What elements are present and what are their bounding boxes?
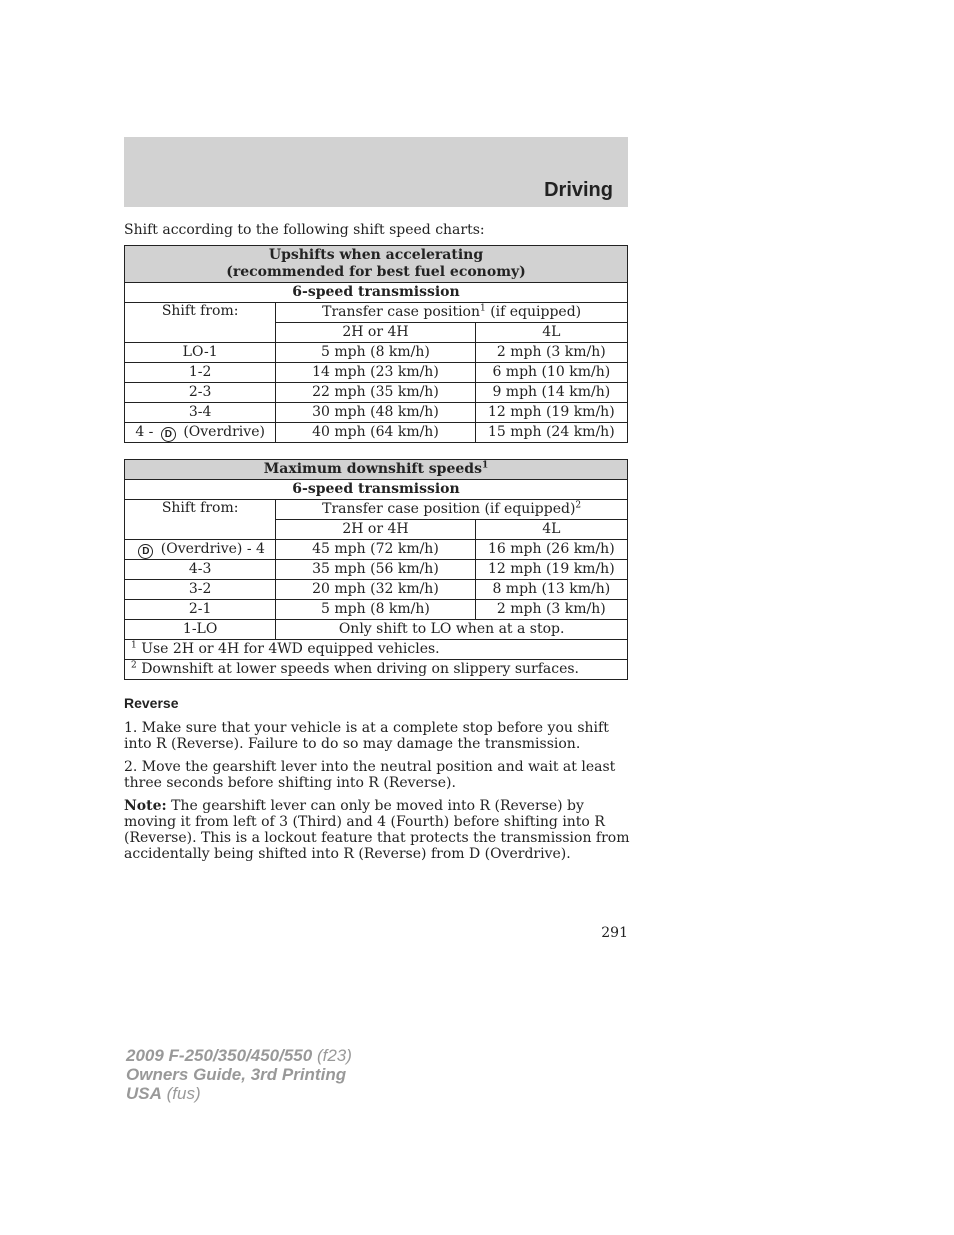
downshift-table-title: Maximum downshift speeds$^1$	[125, 460, 628, 480]
overdrive-d-icon: D	[161, 427, 176, 442]
shift-from-header: Shift from:	[125, 500, 276, 540]
col-2h-4h: 2H or 4H	[276, 323, 475, 343]
reverse-heading: Reverse	[124, 695, 179, 711]
table-row: 3-4 30 mph (48 km/h) 12 mph (19 km/h)	[125, 403, 628, 423]
section-title: Driving	[544, 179, 613, 201]
upshift-table-title: Upshifts when accelerating (recommended for best fuel economy)	[125, 246, 628, 283]
transfer-case-header: Transfer case position$^1$ (if equipped)	[276, 303, 628, 323]
table-row: 4-3 35 mph (56 km/h) 12 mph (19 km/h)	[125, 560, 628, 580]
downshift-subtitle: 6-speed transmission	[125, 480, 628, 500]
downshift-table	[124, 459, 628, 680]
header-band	[124, 137, 628, 207]
col-4l: 4L	[475, 323, 627, 343]
transfer-case-header: Transfer case position (if equipped)$^2$	[276, 500, 628, 520]
table-row-lo: 1-LO Only shift to LO when at a stop.	[125, 620, 628, 640]
footnote: $^1$ Use 2H or 4H for 4WD equipped vehicles.	[125, 640, 628, 660]
table-row: 2-3 22 mph (35 km/h) 9 mph (14 km/h)	[125, 383, 628, 403]
table-row: LO-1 5 mph (8 km/h) 2 mph (3 km/h)	[125, 343, 628, 363]
table-row: 3-2 20 mph (32 km/h) 8 mph (13 km/h)	[125, 580, 628, 600]
overdrive-d-icon: D	[138, 544, 153, 559]
reverse-step-1: 1. Make sure that your vehicle is at a complete stop before you shift into R (Reverse). Failure to do so may damage the transmission.	[124, 720, 609, 752]
reverse-step-2: 2. Move the gearshift lever into the neutral position and wait at least three seconds before shifting into R (Reverse).	[124, 759, 616, 791]
table-row: 1-2 14 mph (23 km/h) 6 mph (10 km/h)	[125, 363, 628, 383]
page-number: 291	[601, 925, 628, 941]
table-row-overdrive: 4 - D (Overdrive) 40 mph (64 km/h) 15 mph (24 km/h)	[125, 423, 628, 443]
table-row: 2-1 5 mph (8 km/h) 2 mph (3 km/h)	[125, 600, 628, 620]
col-2h-4h: 2H or 4H	[276, 520, 475, 540]
intro-text: Shift according to the following shift speed charts:	[124, 222, 485, 238]
shift-from-header: Shift from:	[125, 303, 276, 343]
upshift-subtitle: 6-speed transmission	[125, 283, 628, 303]
footer-imprint: 2009 F-250/350/450/550 (f23) Owners Guide, 3rd Printing USA (fus)	[126, 1046, 352, 1103]
reverse-note: Note: The gearshift lever can only be moved into R (Reverse) by moving it from left of 3 (Third) and 4 (Fourth) before shifting into R (Reverse). This is a lockout feature that protects the transmission from accidentally being shifted into R (Reverse) from D (Overdrive).	[124, 798, 630, 862]
col-4l: 4L	[475, 520, 627, 540]
upshift-table	[124, 245, 628, 443]
footnote: $^2$ Downshift at lower speeds when driving on slippery surfaces.	[125, 660, 628, 680]
table-row-overdrive: D (Overdrive) - 4 45 mph (72 km/h) 16 mph (26 km/h)	[125, 540, 628, 560]
